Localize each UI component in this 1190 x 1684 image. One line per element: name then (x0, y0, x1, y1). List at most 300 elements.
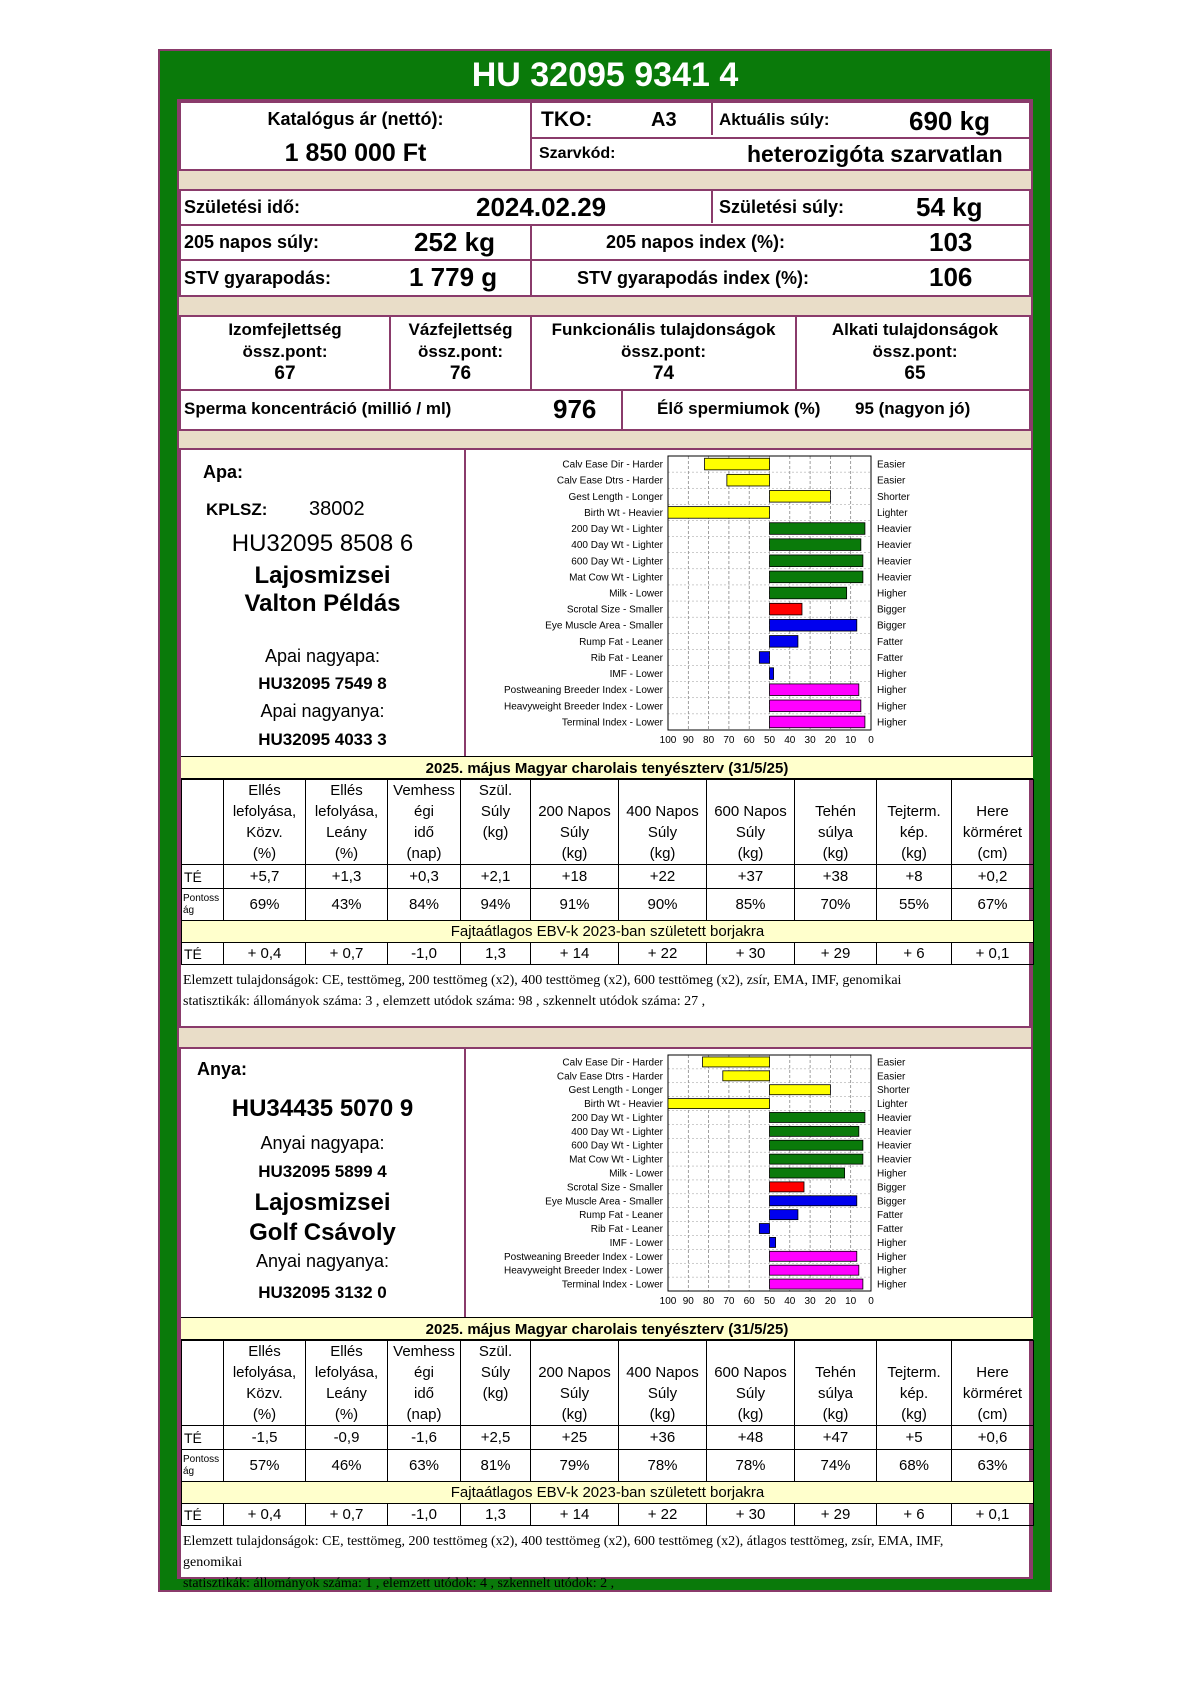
sire-name-line1: Lajosmizsei (254, 562, 391, 589)
chart-direction-label: Bigger (877, 1182, 906, 1194)
ebv-cell: 46% (306, 1450, 388, 1482)
ebv-cell: +0,3 (388, 865, 461, 889)
avg-cell: + 0,4 (224, 943, 306, 965)
ebv-cell: -0,9 (306, 1426, 388, 1450)
chart-bar (770, 1112, 865, 1122)
animal-id-title: HU 32095 9341 4 (471, 56, 739, 94)
chart-direction-label: Higher (877, 588, 907, 600)
ebv-col-header-line: kép. (899, 1385, 929, 1402)
chart-trait-label: Heavyweight Breeder Index - Lower (504, 701, 663, 713)
ebv-col-header-line: Súly (559, 1385, 590, 1402)
ebv-accuracy-row (182, 1450, 1034, 1482)
chart-tick-label: 0 (868, 735, 874, 746)
chart-bar (770, 555, 863, 567)
sire-grandsire-label: Apai nagyapa: (264, 646, 381, 666)
avg-cell: + 6 (877, 1504, 952, 1526)
score-sublabel: össz.pont: (242, 342, 328, 361)
ebv-col-header-line: körméret (962, 1385, 1023, 1402)
chart-tick-label: 10 (845, 1296, 857, 1307)
ebv-cell: +18 (531, 865, 619, 889)
ebv-col-header-line: (nap) (406, 1406, 442, 1423)
chart-trait-label: Terminal Index - Lower (561, 717, 663, 729)
score-value: 74 (652, 363, 675, 384)
ebv-col-header-line: lefolyása, (314, 1364, 379, 1381)
ebv-col-header-line: (cm) (977, 845, 1008, 862)
chart-trait-label: Calv Ease Dtrs - Harder (556, 475, 663, 487)
ebv-cell: +22 (619, 865, 707, 889)
ebv-cell: +0,6 (952, 1426, 1034, 1450)
ebv-col-header-line: Közv. (246, 824, 283, 841)
ebv-col-header-line: 600 Napos (714, 803, 787, 820)
dam-ebv-grid (181, 1340, 1034, 1526)
chart-tick-label: 80 (703, 735, 715, 746)
sire-id: HU32095 8508 6 (231, 530, 414, 557)
sire-ebv-chart (466, 450, 1031, 756)
ebv-col-header-line: Ellés (330, 782, 363, 799)
ebv-cell: 43% (306, 889, 388, 921)
avg-cell: 1,3 (461, 1504, 531, 1526)
sire-granddam: HU32095 4033 3 (258, 730, 387, 749)
ebv-col-header (952, 1341, 1034, 1426)
chart-direction-label: Bigger (877, 620, 906, 632)
chart-tick-label: 60 (743, 1296, 755, 1307)
ebv-col-header-line: 200 Napos (538, 803, 611, 820)
chart-direction-label: Higher (877, 1265, 907, 1277)
chart-direction-label: Shorter (877, 491, 910, 503)
chart-trait-label: Eye Muscle Area - Smaller (545, 620, 663, 632)
chart-direction-label: Heavier (877, 556, 912, 568)
te-label: TÉ (182, 865, 224, 889)
chart-direction-label: Higher (877, 669, 907, 681)
dam-label: Anya: (197, 1059, 248, 1079)
avg-cell: + 0,1 (952, 943, 1034, 965)
chart-direction-label: Shorter (877, 1085, 910, 1097)
ebv-col-header-line: Here (976, 1364, 1009, 1381)
sire-ebv-table (181, 756, 1033, 1030)
sire-name-line2: Valton Példás (244, 590, 401, 617)
dam-granddam-label: Anyai nagyanya: (255, 1251, 390, 1271)
ebv-cell: 57% (224, 1450, 306, 1482)
chart-tick-label: 50 (763, 735, 776, 746)
te-label: TÉ (182, 943, 224, 965)
ebv-col-header-line (619, 1341, 706, 1362)
chart-bar (770, 1140, 863, 1150)
ebv-cell: +8 (877, 865, 952, 889)
ebv-col-header (224, 1341, 306, 1426)
chart-direction-label: Higher (877, 1279, 907, 1291)
ebv-col-header (531, 1341, 619, 1426)
ebv-cell: 55% (877, 889, 952, 921)
ebv-col-header-line: lefolyása, (232, 803, 297, 820)
ebv-col-header-line: idő (413, 1385, 435, 1402)
ebv-col-header-line (461, 843, 530, 864)
accuracy-label: Pontoss ág (182, 1450, 224, 1482)
chart-trait-label: 400 Day Wt - Lighter (571, 1126, 663, 1138)
ebv-cell: +25 (531, 1426, 619, 1450)
chart-direction-label: Higher (877, 701, 907, 713)
chart-trait-label: Gest Length - Longer (568, 491, 663, 503)
ebv-col-header-line: körméret (962, 824, 1023, 841)
ebv-cell: 81% (461, 1450, 531, 1482)
birth-weight-label: Születési súly: (719, 197, 845, 217)
ebv-col-header (388, 1341, 461, 1426)
avg-cell: + 0,7 (306, 1504, 388, 1526)
ebv-cell: 70% (795, 889, 877, 921)
w205-label: 205 napos súly: (184, 232, 320, 252)
ebv-cell: +38 (795, 865, 877, 889)
sperm-value: 976 (553, 394, 597, 424)
ebv-col-header-line (707, 1341, 794, 1362)
ebv-col-header-line: súlya (817, 1385, 854, 1402)
chart-direction-label: Bigger (877, 1196, 906, 1208)
ebv-col-header-line: (%) (334, 1406, 359, 1423)
chart-bar (770, 603, 802, 615)
chart-trait-label: 200 Day Wt - Lighter (571, 1112, 663, 1124)
chart-bar (770, 523, 865, 535)
chart-bar (770, 1265, 859, 1275)
ebv-col-header-line (619, 780, 706, 801)
chart-bar (770, 700, 861, 712)
chart-bar (703, 1057, 770, 1067)
chart-plot (504, 456, 912, 746)
chart-bar (723, 1071, 770, 1081)
horn-label: Szarvkód: (539, 145, 616, 162)
chart-tick-label: 70 (723, 735, 735, 746)
ebv-col-header-line: Súly (647, 824, 678, 841)
stv-index: 106 (929, 262, 973, 292)
score-label: Vázfejlettség (408, 320, 513, 339)
chart-trait-label: Rib Fat - Leaner (590, 652, 663, 664)
chart-tick-label: 30 (804, 735, 816, 746)
chart-trait-label: 600 Day Wt - Lighter (571, 1140, 663, 1152)
w205-value: 252 kg (414, 227, 495, 257)
dam-ebv-title: 2025. május Magyar charolais tenyészterv (31/5/25) (181, 1317, 1033, 1340)
ebv-col-header (707, 1341, 795, 1426)
ebv-col-header-line (795, 1341, 876, 1362)
ebv-cell: +47 (795, 1426, 877, 1450)
ebv-cell: 63% (388, 1450, 461, 1482)
chart-trait-label: Scrotal Size - Smaller (566, 1182, 663, 1194)
live-sperm-value: 95 (nagyon jó) (855, 399, 971, 418)
catalog-price: 1 850 000 Ft (284, 139, 427, 167)
chart-plot (504, 1055, 912, 1307)
ebv-cell: 90% (619, 889, 707, 921)
avg-cell: + 29 (795, 943, 877, 965)
chart-tick-label: 90 (682, 1296, 694, 1307)
ebv-col-header-line: Súly (559, 824, 590, 841)
tko-label: TKO: (541, 108, 593, 131)
ebv-cell: 67% (952, 889, 1034, 921)
dam-analyzed-traits-cont: genomikai (183, 1555, 243, 1570)
stv-index-label: STV gyarapodás index (%): (577, 268, 810, 288)
chart-trait-label: Terminal Index - Lower (561, 1279, 663, 1291)
ebv-col-header-line: Közv. (246, 1385, 283, 1402)
weight-value: 690 kg (909, 106, 990, 136)
sire-ebv-grid (181, 779, 1034, 965)
chart-tick-label: 40 (784, 735, 796, 746)
ebv-col-header (306, 1341, 388, 1426)
chart-bar (770, 1154, 863, 1164)
ebv-cell: 94% (461, 889, 531, 921)
ebv-cell: +5,7 (224, 865, 306, 889)
chart-trait-label: Calv Ease Dtrs - Harder (556, 1071, 663, 1083)
chart-tick-label: 0 (868, 1296, 874, 1307)
chart-tick-label: 60 (743, 735, 755, 746)
ebv-col-header-line (795, 780, 876, 801)
ebv-col-header-line: Súly (480, 803, 511, 820)
ebv-col-header (388, 780, 461, 865)
ebv-col-header-line: Tehén (815, 1364, 856, 1381)
sire-ebv-title: 2025. május Magyar charolais tenyészterv (31/5/25) (181, 756, 1033, 779)
chart-tick-label: 100 (659, 735, 677, 746)
ebv-cell: 69% (224, 889, 306, 921)
ebv-header-row (182, 1341, 1034, 1426)
chart-bar (770, 1279, 863, 1289)
ebv-col-header-line: idő (413, 824, 435, 841)
score-label: Izomfejlettség (228, 320, 342, 339)
score-muscle (181, 319, 389, 385)
te-label: TÉ (182, 1426, 224, 1450)
ebv-col-header-line: Szül. (478, 1343, 513, 1360)
horn-value: heterozigóta szarvatlan (747, 141, 1003, 167)
avg-cell: + 30 (707, 1504, 795, 1526)
chart-direction-label: Easier (877, 475, 906, 487)
avg-cell: + 22 (619, 1504, 707, 1526)
score-value: 65 (904, 363, 926, 384)
ebv-col-header-line: (%) (252, 845, 277, 862)
ebv-col-header-line: égi (413, 1364, 435, 1381)
catalog-sheet (177, 99, 1033, 1591)
ebv-cell: +36 (619, 1426, 707, 1450)
ebv-col-header (461, 1341, 531, 1426)
ebv-cell: -1,6 (388, 1426, 461, 1450)
ebv-col-header (224, 780, 306, 865)
chart-trait-label: Milk - Lower (609, 588, 663, 600)
chart-trait-label: Rump Fat - Leaner (579, 636, 663, 648)
ebv-te-row (182, 1426, 1034, 1450)
avg-cell: + 14 (531, 1504, 619, 1526)
ebv-cell: +2,1 (461, 865, 531, 889)
dam-statistics: statisztikák: állományok száma: 1 , elemzett utódok: 4 , szkennelt utódok: 2 , (183, 1576, 615, 1591)
catalog-label: Katalógus ár (nettó): (267, 109, 444, 129)
dam-grandsire: HU32095 5899 4 (258, 1162, 387, 1181)
price-box (179, 101, 1031, 171)
dam-ebv-table (181, 1317, 1033, 1591)
ebv-col-header-line: Tejterm. (887, 1364, 941, 1381)
chart-direction-label: Heavier (877, 540, 912, 552)
ebv-col-header-line: Vemhess (393, 782, 455, 799)
chart-direction-label: Easier (877, 1057, 906, 1069)
ebv-col-header (877, 1341, 952, 1426)
chart-bar (770, 668, 774, 680)
growth-box (179, 189, 1031, 297)
birth-date-label: Születési idő: (184, 197, 301, 217)
ebv-col-header-line: (%) (252, 1406, 277, 1423)
avg-cell: + 0,4 (224, 1504, 306, 1526)
ebv-col-header (619, 1341, 707, 1426)
w205-index-label: 205 napos index (%): (606, 232, 786, 252)
ebv-col-header-line: Ellés (330, 1343, 363, 1360)
birth-weight: 54 kg (916, 192, 983, 222)
avg-cell: + 14 (531, 943, 619, 965)
ebv-col-header-line: (kg) (482, 824, 509, 841)
ebv-col-header-line (952, 780, 1033, 801)
ebv-col-header (877, 780, 952, 865)
ebv-cell: 68% (877, 1450, 952, 1482)
sire-analyzed-traits: Elemzett tulajdonságok: CE, testtömeg, 200 testtömeg (x2), 400 testtömeg (x2), 600 testtömeg (x2), zsír, EMA, IMF, genomikai (183, 973, 902, 988)
ebv-col-header-line: (kg) (561, 845, 588, 862)
w205-index: 103 (929, 227, 973, 257)
ebv-cell: 85% (707, 889, 795, 921)
chart-trait-label: Birth Wt - Heavier (584, 1099, 663, 1111)
chart-bar (759, 652, 769, 664)
sire-section (179, 448, 1031, 1028)
chart-trait-label: Rump Fat - Leaner (579, 1210, 663, 1222)
ebv-col-header-line: Ellés (248, 1343, 281, 1360)
ebv-col-header-line: Tejterm. (887, 803, 941, 820)
ebv-avg-title-row (182, 1482, 1034, 1504)
chart-direction-label: Heavier (877, 1140, 912, 1152)
sperm-label: Sperma koncentráció (millió / ml) (184, 399, 452, 418)
chart-trait-label: Birth Wt - Heavier (584, 507, 663, 519)
chart-direction-label: Fatter (877, 1224, 904, 1236)
chart-tick-label: 100 (659, 1296, 677, 1307)
ebv-avg-title-row (182, 921, 1034, 943)
ebv-col-header-line: (kg) (737, 845, 764, 862)
ebv-header-row (182, 780, 1034, 865)
chart-trait-label: Mat Cow Wt - Lighter (569, 1154, 663, 1166)
chart-tick-label: 10 (845, 735, 857, 746)
weight-label: Aktuális súly: (719, 110, 830, 129)
ebv-cell: 79% (531, 1450, 619, 1482)
stv-label: STV gyarapodás: (184, 268, 332, 288)
ebv-col-header-line: lefolyása, (232, 1364, 297, 1381)
ebv-cell: -1,5 (224, 1426, 306, 1450)
chart-tick-label: 20 (824, 1296, 836, 1307)
chart-bar (770, 1085, 831, 1095)
chart-direction-label: Heavier (877, 572, 912, 584)
chart-direction-label: Easier (877, 459, 906, 471)
chart-bar (770, 1182, 805, 1192)
ebv-col-header-line: (nap) (406, 845, 442, 862)
score-sublabel: össz.pont: (621, 342, 706, 361)
ebv-col-header-line: (kg) (901, 845, 927, 862)
chart-tick-label: 70 (723, 1296, 735, 1307)
score-functional (532, 319, 795, 385)
chart-bar (770, 684, 859, 696)
ebv-col-header-line: kép. (899, 824, 929, 841)
chart-bar (770, 1237, 776, 1247)
sire-label: Apa: (203, 462, 243, 482)
chart-direction-label: Heavier (877, 1126, 912, 1138)
ebv-col-header (952, 780, 1034, 865)
sire-chart-svg (466, 450, 1031, 756)
chart-bar (770, 1210, 798, 1220)
dam-notes (183, 1531, 1033, 1594)
chart-trait-label: 600 Day Wt - Lighter (571, 556, 663, 568)
score-label: Alkati tulajdonságok (831, 320, 999, 339)
chart-tick-label: 40 (784, 1296, 796, 1307)
ebv-col-header (795, 1341, 877, 1426)
chart-trait-label: Milk - Lower (609, 1168, 663, 1180)
chart-bar (770, 587, 847, 599)
avg-title: Fajtaátlagos EBV-k 2023-ban született borjakra (182, 921, 1034, 943)
ebv-col-header-line (707, 780, 794, 801)
ebv-col-header-line: (cm) (977, 1406, 1008, 1423)
chart-bar (770, 1251, 857, 1261)
ebv-col-header-line: Leány (326, 1385, 367, 1402)
ebv-col-header-line (877, 780, 951, 801)
ebv-col-header-line: (kg) (649, 845, 676, 862)
dam-analyzed-traits: Elemzett tulajdonságok: CE, testtömeg, 200 testtömeg (x2), 400 testtömeg (x2), 600 testtömeg (x2), átlagos testtömeg, zsír, EMA, IMF, (183, 1534, 944, 1549)
chart-trait-label: Calv Ease Dir - Harder (562, 459, 663, 471)
ebv-col-header-line: Súly (647, 1385, 678, 1402)
chart-trait-label: IMF - Lower (609, 669, 663, 681)
ebv-col-header-line: Súly (735, 1385, 766, 1402)
score-label: Funkcionális tulajdonságok (551, 320, 776, 339)
tko-value: A3 (651, 109, 677, 131)
chart-tick-label: 80 (703, 1296, 715, 1307)
live-sperm-label: Élő spermiumok (%) (657, 399, 821, 418)
ebv-avg-row (182, 1504, 1034, 1526)
score-sublabel: össz.pont: (418, 342, 503, 361)
ebv-col-header-line: Tehén (815, 803, 856, 820)
dam-grandsire-label: Anyai nagyapa: (260, 1133, 385, 1153)
ebv-cell: 84% (388, 889, 461, 921)
ebv-col-header-line (461, 1404, 530, 1425)
ebv-cell: 63% (952, 1450, 1034, 1482)
chart-tick-label: 50 (763, 1296, 776, 1307)
sire-statistics: statisztikák: állományok száma: 3 , elemzett utódok száma: 98 , szkennelt utódok száma: 27 , (183, 994, 706, 1009)
chart-trait-label: Postweaning Breeder Index - Lower (504, 1251, 663, 1263)
ebv-col-header-line: Vemhess (393, 1343, 455, 1360)
chart-direction-label: Higher (877, 1237, 907, 1249)
chart-bar (770, 490, 831, 502)
ebv-col-header-line: Here (976, 803, 1009, 820)
ebv-col-header (795, 780, 877, 865)
te-label: TÉ (182, 1504, 224, 1526)
chart-bar (727, 474, 770, 486)
ebv-col-header-line: (kg) (482, 1385, 509, 1402)
ebv-col-header-line: Súly (480, 1364, 511, 1381)
chart-tick-label: 30 (804, 1296, 816, 1307)
ebv-col-header-line: 600 Napos (714, 1364, 787, 1381)
chart-trait-label: 200 Day Wt - Lighter (571, 524, 663, 536)
chart-bar (770, 1126, 859, 1136)
chart-bar (770, 539, 861, 551)
chart-trait-label: Calv Ease Dir - Harder (562, 1057, 663, 1069)
ebv-col-header-line (877, 1341, 951, 1362)
chart-direction-label: Heavier (877, 1112, 912, 1124)
score-sublabel: össz.pont: (872, 342, 958, 361)
ebv-col-header (619, 780, 707, 865)
chart-trait-label: Mat Cow Wt - Lighter (569, 572, 663, 584)
ebv-col-header-line: (kg) (901, 1406, 927, 1423)
ebv-cell: 78% (619, 1450, 707, 1482)
ebv-cell: 91% (531, 889, 619, 921)
chart-trait-label: Eye Muscle Area - Smaller (545, 1196, 663, 1208)
chart-direction-label: Higher (877, 1251, 907, 1263)
chart-trait-label: 400 Day Wt - Lighter (571, 540, 663, 552)
chart-bar (770, 716, 865, 728)
ebv-col-header-line: 400 Napos (626, 803, 699, 820)
ebv-cell: 78% (707, 1450, 795, 1482)
sire-notes (183, 970, 1033, 1012)
kplsz-label: KPLSZ: (206, 500, 268, 519)
avg-cell: -1,0 (388, 943, 461, 965)
ebv-col-header-line (952, 1341, 1033, 1362)
ebv-col-header-line: (kg) (822, 845, 849, 862)
